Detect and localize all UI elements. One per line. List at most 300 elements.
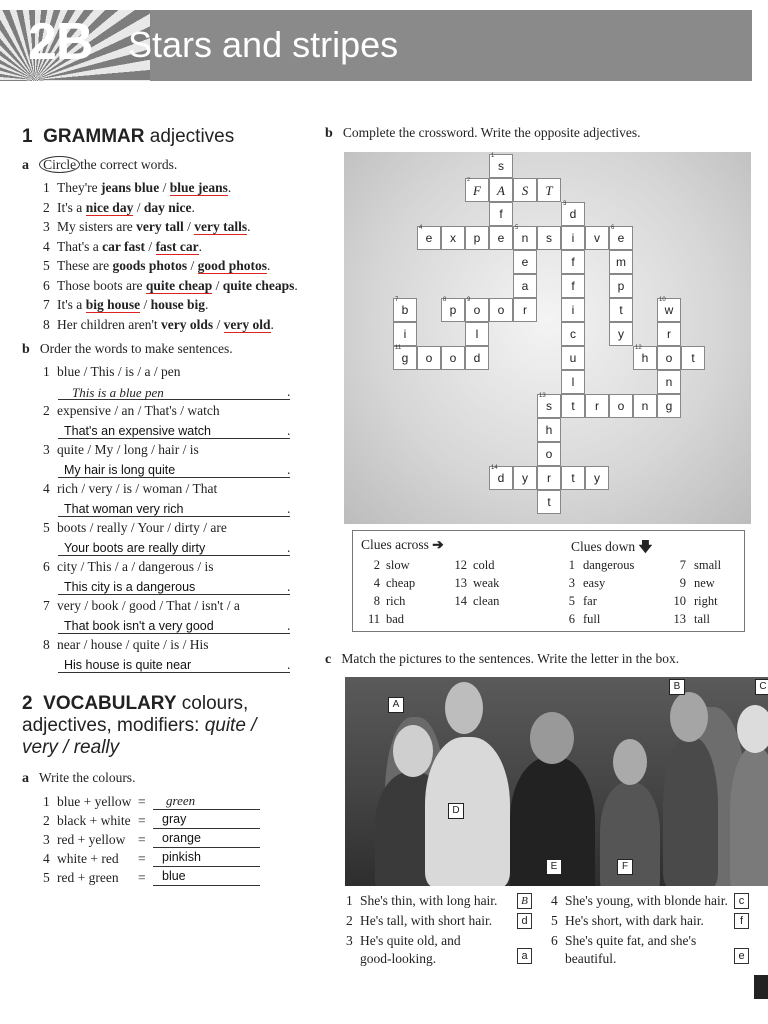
cell-number: 3 xyxy=(563,201,567,207)
crossword-cell[interactable] xyxy=(537,418,561,442)
equals-sign: = xyxy=(138,813,146,828)
handwritten-answer[interactable]: My hair is long quite xyxy=(64,463,176,477)
grammar-item xyxy=(43,278,298,294)
order-item xyxy=(43,481,217,497)
answer-line xyxy=(58,516,290,517)
circle-word: Circle xyxy=(39,156,80,173)
item-number: 1 xyxy=(43,180,50,195)
cell-letter: p xyxy=(449,303,457,317)
cell-letter: r xyxy=(523,303,527,317)
cell-letter: t xyxy=(619,303,623,317)
section-2-heading xyxy=(22,693,256,759)
cell-number: 14 xyxy=(491,465,498,471)
cell-letter: w xyxy=(664,303,674,317)
cell-letter: e xyxy=(617,231,625,245)
period: . xyxy=(287,384,291,399)
crossword-cell[interactable] xyxy=(561,298,585,322)
crossword-cell[interactable] xyxy=(537,466,561,490)
answer-box[interactable]: B xyxy=(517,893,532,909)
clue-down xyxy=(668,558,721,573)
clue-word: tall xyxy=(694,612,710,626)
cell-letter: F xyxy=(473,183,481,198)
cell-letter: b xyxy=(401,303,409,317)
crossword-cell[interactable] xyxy=(657,346,681,370)
cell-letter: n xyxy=(641,399,649,413)
cell-letter: g xyxy=(665,399,673,413)
scrambled-words: city / This / a / dangerous / is xyxy=(57,559,214,574)
item-prefix: It's a xyxy=(57,199,86,215)
crossword-cell[interactable] xyxy=(657,298,681,322)
section-subtitle-2-italic: quite / xyxy=(204,715,257,736)
option-two[interactable]: fast car xyxy=(155,238,199,254)
crossword-cell[interactable] xyxy=(561,202,585,226)
handwritten-answer[interactable]: green xyxy=(166,793,196,808)
item-prefix: These are xyxy=(57,258,113,273)
exercise-1b-instruction xyxy=(22,341,233,358)
cell-number: 1 xyxy=(491,153,495,159)
cell-letter: y xyxy=(618,327,624,341)
cell-number: 10 xyxy=(659,297,666,303)
cell-number: 2 xyxy=(467,177,470,183)
tall-man-head xyxy=(445,682,483,734)
cell-number: 6 xyxy=(611,225,615,231)
item-suffix: . xyxy=(227,180,232,195)
section-subtitle: colours, xyxy=(181,693,249,714)
instruction-text: Complete the crossword. Write the opposite adjectives. xyxy=(342,125,641,140)
cell-letter: o xyxy=(665,351,673,365)
crossword-cell[interactable] xyxy=(585,466,609,490)
clues-down-heading xyxy=(571,537,652,560)
clues-across-title: Clues across xyxy=(361,537,429,552)
item-number: 2 xyxy=(346,913,353,928)
exercise-label: c xyxy=(325,652,332,667)
crossword-cell[interactable] xyxy=(609,322,633,346)
order-item xyxy=(43,637,208,653)
page-title: Stars and stripes xyxy=(128,24,399,65)
answer-box[interactable]: e xyxy=(734,948,749,964)
order-item xyxy=(43,442,199,458)
sentence-line-1: She's young, with blonde hair. xyxy=(565,893,728,908)
crossword-cell[interactable] xyxy=(561,370,585,394)
crossword-cell[interactable] xyxy=(513,298,537,322)
handwritten-answer[interactable]: pinkish xyxy=(162,850,201,864)
sentence-line-1: He's quite old, and xyxy=(360,933,461,948)
option-separator: / xyxy=(213,316,224,332)
crossword-cell[interactable] xyxy=(489,226,513,250)
period: . xyxy=(287,462,291,477)
section-subtitle-2: adjectives, modifiers: xyxy=(22,715,205,736)
clue-word: bad xyxy=(386,612,405,626)
cell-letter: t xyxy=(571,471,575,485)
crossword-cell[interactable] xyxy=(537,490,561,514)
party-illustration xyxy=(345,677,768,886)
cell-number: 7 xyxy=(395,297,399,303)
cell-letter: e xyxy=(497,231,505,245)
crossword-cell[interactable] xyxy=(537,394,561,418)
clue-down xyxy=(565,594,597,609)
equals-sign: = xyxy=(138,851,146,866)
option-two[interactable]: blue jeans xyxy=(169,180,228,195)
cell-letter: e xyxy=(521,255,529,269)
page-corner-tab xyxy=(754,975,768,999)
cell-number: 5 xyxy=(515,225,519,231)
handwritten-answer[interactable]: Your boots are really dirty xyxy=(64,541,206,555)
clue-number: 13 xyxy=(454,576,467,590)
scrambled-words: quite / My / long / hair / is xyxy=(57,442,199,457)
crossword-cell[interactable] xyxy=(513,250,537,274)
option-separator: / xyxy=(159,180,170,195)
clue-down xyxy=(565,612,600,627)
item-prefix: It's a xyxy=(57,297,86,312)
item-number: 5 xyxy=(43,870,50,885)
crossword-cell[interactable] xyxy=(657,394,681,418)
picture-tag-d: D xyxy=(448,803,464,819)
match-sentence xyxy=(551,892,728,910)
crossword-cell[interactable] xyxy=(489,154,513,178)
item-number: 1 xyxy=(346,893,353,908)
item-number: 4 xyxy=(43,481,50,496)
cell-letter: f xyxy=(499,207,503,221)
exercise-2a-instruction xyxy=(22,770,135,787)
order-item xyxy=(43,403,220,419)
item-number: 5 xyxy=(551,913,558,928)
crossword-cell[interactable] xyxy=(609,298,633,322)
clue-number: 2 xyxy=(373,558,380,572)
crossword-cell[interactable] xyxy=(561,466,585,490)
answer-line xyxy=(58,633,290,634)
clue-word: cold xyxy=(473,558,495,572)
item-number: 6 xyxy=(43,559,50,574)
cell-letter: u xyxy=(569,351,577,365)
crossword-cell[interactable] xyxy=(465,226,489,250)
cell-letter: h xyxy=(545,423,553,437)
crossword-cell[interactable] xyxy=(489,298,513,322)
item-number: 3 xyxy=(346,933,353,948)
item-number: 4 xyxy=(43,238,50,254)
clue-across xyxy=(365,612,404,627)
item-suffix: . xyxy=(294,277,298,293)
cell-letter: o xyxy=(617,399,625,413)
sentence-line-2: beautiful. xyxy=(565,951,617,966)
clue-number: 12 xyxy=(454,558,467,572)
clue-word: dangerous xyxy=(583,558,635,572)
item-number: 4 xyxy=(551,893,558,908)
answer-box[interactable]: c xyxy=(734,893,749,909)
handwritten-answer[interactable]: That book isn't a very good xyxy=(64,619,214,633)
colour-question: black + white xyxy=(57,813,131,828)
crossword-cell[interactable] xyxy=(465,322,489,346)
crossword-cell[interactable] xyxy=(609,274,633,298)
answer-box[interactable]: d xyxy=(517,913,532,929)
period: . xyxy=(287,579,291,594)
arrow-down-icon: 🡇 xyxy=(638,539,653,554)
grammar-item xyxy=(43,297,208,313)
crossword-cell[interactable] xyxy=(585,226,609,250)
clue-down xyxy=(668,594,718,609)
cell-letter: t xyxy=(547,495,551,509)
option-separator: / xyxy=(183,219,195,234)
instruction-text: Write the colours. xyxy=(38,770,136,785)
item-number: 3 xyxy=(43,219,50,234)
crossword-cell[interactable] xyxy=(465,178,489,202)
item-number: 3 xyxy=(43,832,50,847)
cell-letter: o xyxy=(497,303,505,317)
option-one[interactable]: very olds xyxy=(161,316,214,332)
colour-question: red + yellow xyxy=(57,832,126,847)
item-prefix: They're xyxy=(57,180,102,195)
cell-letter: y xyxy=(522,471,528,485)
crossword-cell[interactable] xyxy=(657,322,681,346)
clue-word: full xyxy=(583,612,601,626)
picture-tag-e: E xyxy=(546,859,562,875)
crossword-cell[interactable] xyxy=(537,442,561,466)
clue-number: 14 xyxy=(454,594,467,608)
crossword-cell[interactable] xyxy=(633,394,657,418)
option-two[interactable]: house big xyxy=(150,297,206,312)
equals-sign: = xyxy=(138,870,146,885)
cell-letter: i xyxy=(571,303,575,317)
option-one[interactable]: car fast xyxy=(102,238,146,254)
handwritten-answer[interactable]: gray xyxy=(162,812,187,826)
exercise-label: a xyxy=(22,158,29,173)
cell-letter: s xyxy=(546,399,552,413)
handwritten-answer[interactable]: This city is a dangerous xyxy=(64,580,196,594)
cell-letter: y xyxy=(594,471,600,485)
crossword-cell[interactable] xyxy=(465,298,489,322)
clue-number: 10 xyxy=(673,594,686,608)
crossword-cell[interactable] xyxy=(441,298,465,322)
option-two[interactable]: good photos xyxy=(197,258,268,273)
option-separator: / xyxy=(212,277,223,293)
period: . xyxy=(287,501,291,516)
crossword-cell[interactable] xyxy=(609,226,633,250)
order-item xyxy=(43,364,181,380)
clues-down-title: Clues down xyxy=(571,539,636,554)
sentence-line-1: She's thin, with long hair. xyxy=(360,893,498,908)
option-one[interactable]: goods photos xyxy=(112,258,188,273)
clue-number: 4 xyxy=(373,576,380,590)
clue-across xyxy=(365,558,410,573)
item-number: 5 xyxy=(43,520,50,535)
instruction-text: Order the words to make sentences. xyxy=(39,341,233,356)
period: . xyxy=(287,540,291,555)
match-sentence xyxy=(346,932,461,968)
crossword-cell[interactable] xyxy=(513,274,537,298)
crossword-cell[interactable] xyxy=(417,226,441,250)
cell-letter: f xyxy=(571,279,575,293)
clue-word: far xyxy=(583,594,597,608)
cell-letter: i xyxy=(571,231,575,245)
period: . xyxy=(287,618,291,633)
colour-item xyxy=(43,870,119,886)
crossword-cell[interactable] xyxy=(513,466,537,490)
exercise-1a-instruction xyxy=(22,157,177,174)
equals-sign: = xyxy=(138,832,146,847)
crossword-cell[interactable] xyxy=(681,346,705,370)
cell-letter: p xyxy=(473,231,481,245)
picture-tag-c: C xyxy=(755,679,768,695)
handwritten-answer[interactable]: orange xyxy=(162,831,201,845)
cell-letter: p xyxy=(617,279,625,293)
item-number: 2 xyxy=(43,813,50,828)
option-two[interactable]: quite cheaps xyxy=(222,277,295,293)
handwritten-answer[interactable]: His house is quite near xyxy=(64,658,192,672)
cell-letter: g xyxy=(401,351,409,365)
answer-box[interactable]: f xyxy=(734,913,749,929)
option-two[interactable]: very old xyxy=(223,316,271,332)
cell-letter: h xyxy=(641,351,649,365)
grammar-item xyxy=(43,219,250,235)
item-suffix: . xyxy=(205,297,209,312)
tall-man-figure xyxy=(425,737,510,886)
crossword-cell[interactable] xyxy=(393,346,417,370)
colour-question: white + red xyxy=(57,851,119,866)
crossword-cell[interactable] xyxy=(561,250,585,274)
instruction-text: Match the pictures to the sentences. Write the letter in the box. xyxy=(341,651,680,666)
blonde-woman-head xyxy=(737,705,768,753)
crossword-cell[interactable] xyxy=(489,466,513,490)
old-man-head xyxy=(393,725,433,777)
cell-letter: m xyxy=(616,255,626,269)
option-two[interactable]: day nice xyxy=(143,199,192,215)
picture-tag-f: F xyxy=(617,859,633,875)
cell-letter: S xyxy=(521,183,529,198)
option-one[interactable]: quite cheap xyxy=(145,277,213,293)
section-number: 1 xyxy=(22,126,33,147)
crossword-cell[interactable] xyxy=(561,226,585,250)
option-separator: / xyxy=(133,199,144,215)
crossword-cell[interactable] xyxy=(489,202,513,226)
crossword-cell[interactable] xyxy=(561,322,585,346)
option-separator: / xyxy=(145,238,156,254)
cell-letter: o xyxy=(449,351,457,365)
cell-letter: r xyxy=(667,327,671,341)
crossword-cell[interactable] xyxy=(561,346,585,370)
sentence-line-2: good-looking. xyxy=(360,951,437,966)
item-number: 6 xyxy=(43,277,50,293)
instruction-text: the correct words. xyxy=(80,157,178,172)
scrambled-words: boots / really / Your / dirty / are xyxy=(57,520,227,535)
crossword-cell[interactable] xyxy=(465,346,489,370)
clue-across xyxy=(365,594,405,609)
cell-letter: o xyxy=(473,303,481,317)
clue-number: 5 xyxy=(568,594,575,608)
cell-letter: v xyxy=(594,231,600,245)
crossword-cell[interactable] xyxy=(441,226,465,250)
option-one[interactable]: nice day xyxy=(85,199,134,215)
clue-down xyxy=(668,612,710,627)
short-man-head xyxy=(613,739,647,785)
thin-woman-head xyxy=(670,692,708,742)
match-instruction xyxy=(325,651,679,668)
handwritten-answer[interactable]: That's an expensive watch xyxy=(64,424,211,438)
thin-woman-figure xyxy=(663,737,718,886)
crossword-cell[interactable] xyxy=(561,394,585,418)
answer-line xyxy=(153,828,260,829)
clue-word: right xyxy=(694,594,718,608)
option-two[interactable]: very talls xyxy=(194,219,248,234)
match-sentence xyxy=(346,912,492,930)
exercise-label: b xyxy=(325,126,333,141)
crossword-cell[interactable] xyxy=(441,346,465,370)
item-prefix: Her children aren't xyxy=(57,316,162,332)
picture-tag-a: A xyxy=(388,697,404,713)
crossword-cell[interactable] xyxy=(393,322,417,346)
option-separator: / xyxy=(187,258,198,273)
option-one[interactable]: very tall xyxy=(136,219,184,234)
handwritten-answer[interactable]: blue xyxy=(162,869,186,883)
item-suffix: . xyxy=(191,199,195,215)
sentence-line-1: He's tall, with short hair. xyxy=(360,913,493,928)
crossword-cell[interactable] xyxy=(585,394,609,418)
item-number: 5 xyxy=(43,258,50,273)
clue-word: cheap xyxy=(386,576,416,590)
crossword-cell[interactable] xyxy=(561,274,585,298)
crossword-cell[interactable] xyxy=(657,370,681,394)
cell-letter: s xyxy=(498,159,504,173)
item-number: 7 xyxy=(43,598,50,613)
scrambled-words: very / book / good / That / isn't / a xyxy=(57,598,240,613)
clue-word: weak xyxy=(473,576,500,590)
section-number: 2 xyxy=(22,693,33,714)
item-prefix: That's a xyxy=(57,238,103,254)
crossword-cell[interactable] xyxy=(537,226,561,250)
crossword-cell[interactable] xyxy=(633,346,657,370)
answer-box[interactable]: a xyxy=(517,948,532,964)
clue-word: new xyxy=(694,576,715,590)
cell-letter: l xyxy=(475,327,479,341)
clue-across xyxy=(445,558,495,573)
cell-letter: a xyxy=(521,279,529,293)
section-subtitle-3: very / really xyxy=(22,737,120,758)
cell-letter: o xyxy=(545,447,553,461)
clues-across-heading xyxy=(361,537,444,553)
handwritten-answer[interactable]: This is a blue pen xyxy=(72,385,164,400)
option-one[interactable]: jeans blue xyxy=(101,180,160,195)
crossword-cell[interactable] xyxy=(513,226,537,250)
clue-number: 7 xyxy=(679,558,686,572)
item-suffix: . xyxy=(270,316,274,332)
clue-word: rich xyxy=(386,594,406,608)
crossword-cell[interactable] xyxy=(513,178,537,202)
crossword-cell[interactable] xyxy=(609,250,633,274)
clue-number: 9 xyxy=(679,576,686,590)
answer-line xyxy=(153,885,260,886)
crossword-cell[interactable] xyxy=(393,298,417,322)
crossword-cell[interactable] xyxy=(537,178,561,202)
clue-number: 3 xyxy=(568,576,575,590)
clue-down xyxy=(565,558,634,573)
item-prefix: Those boots are xyxy=(57,277,146,293)
option-one[interactable]: big house xyxy=(85,297,141,312)
clue-number: 11 xyxy=(367,612,380,626)
clue-across xyxy=(445,594,499,609)
clue-word: slow xyxy=(386,558,410,572)
crossword-cell[interactable] xyxy=(489,178,513,202)
crossword-cell[interactable] xyxy=(609,394,633,418)
crossword-clues-box xyxy=(352,530,745,632)
crossword-cell[interactable] xyxy=(417,346,441,370)
clue-word: small xyxy=(694,558,722,572)
handwritten-answer[interactable]: That woman very rich xyxy=(64,502,184,516)
cell-number: 13 xyxy=(539,393,546,399)
colour-item xyxy=(43,794,131,810)
colour-question: blue + yellow xyxy=(57,794,132,809)
order-item xyxy=(43,598,240,614)
item-number: 2 xyxy=(43,199,50,215)
sentence-line-1: She's quite fat, and she's xyxy=(565,933,697,948)
arrow-right-icon: ➔ xyxy=(432,537,444,552)
